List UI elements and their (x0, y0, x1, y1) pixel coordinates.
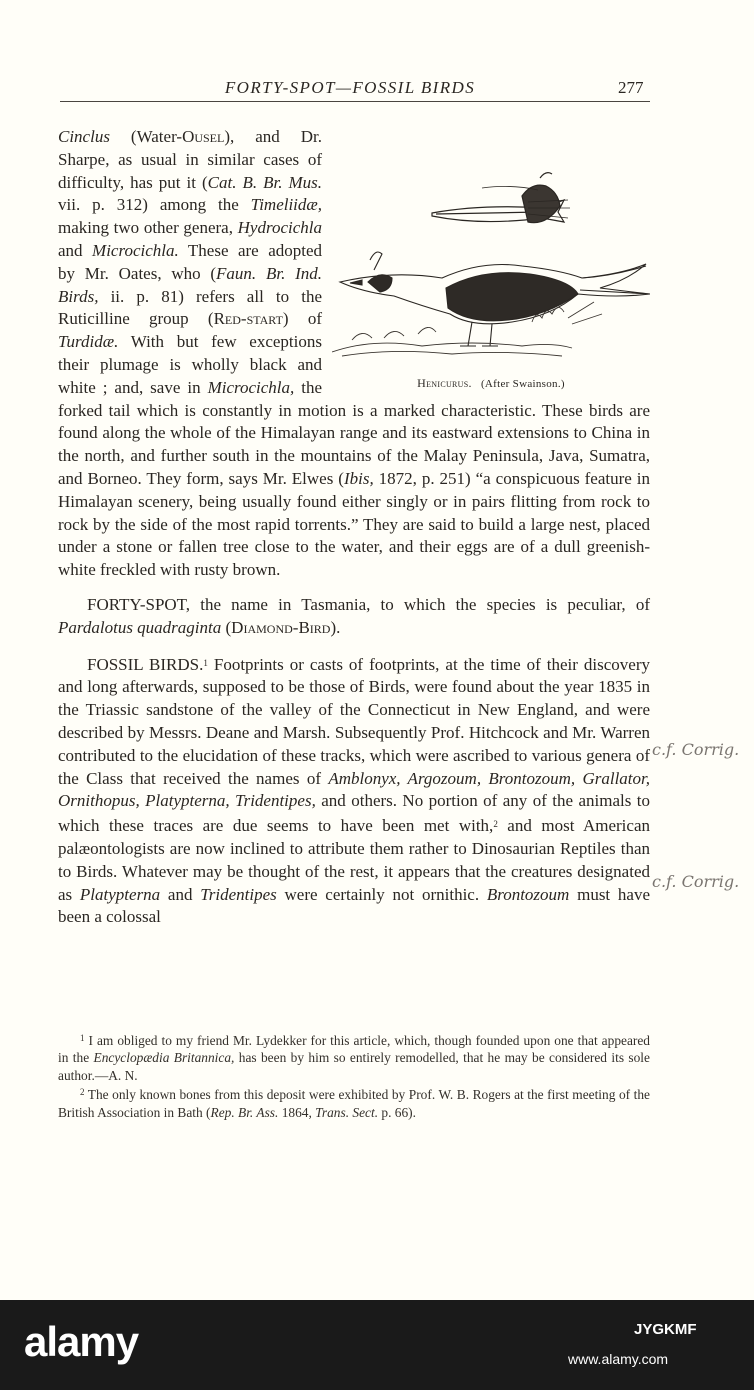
figure-caption (356, 372, 626, 396)
text-span: p. 66). (378, 1104, 416, 1120)
text-span: and (58, 240, 93, 260)
text-span: Pardalotus quadraginta (58, 617, 222, 637)
text-span: Faun. Br. Ind. Birds, (58, 263, 322, 306)
text-span: With but few exceptions their plumage is wholly black and white ; and, save in (58, 332, 322, 397)
text-span: Rep. Br. Ass. (210, 1104, 279, 1120)
text-span: Microcichla. (92, 240, 179, 260)
text-span: must have been a colossal (58, 884, 650, 927)
text-span: Tridentipes (200, 884, 277, 904)
text-span: ). (330, 617, 341, 637)
page-number: 277 (618, 78, 644, 97)
footnotes (58, 1030, 650, 1121)
text-span: FOSSIL BIRDS. (87, 654, 204, 674)
text-span: making two other genera, (58, 218, 238, 238)
text-span: ), and Dr. Sharpe, as usual in similar cases of difficulty, has put it ( (58, 127, 322, 192)
footnote-mark: 1 (80, 1033, 85, 1043)
text-span: Amblonyx, Argozoum, Brontozoum, Grallator, Ornithopus, Platypterna, Tridentipes, (58, 768, 650, 811)
text-span: Hydrocichla (237, 218, 322, 238)
text-span: Encyclopædia Britannica, (93, 1050, 235, 1066)
footnote-ref: 1 (203, 657, 208, 668)
text-span: Cat. B. Br. Mus. (207, 172, 323, 192)
footnote-mark: 2 (80, 1087, 85, 1098)
text-span: were certainly not ornithic. (276, 884, 487, 904)
main-text (58, 126, 650, 929)
text-span: Diamond-Bird (231, 617, 331, 637)
running-head: FORTY-SPOT—FOSSIL BIRDS (224, 78, 476, 97)
text-span: and (160, 884, 201, 904)
text-span: Turdidæ. (58, 332, 119, 352)
footnote-2 (58, 1084, 650, 1121)
text-span: Microcichla, (207, 377, 295, 397)
text-span: Trans. Sect. (315, 1104, 379, 1120)
site-url: www.alamy.com (568, 1351, 669, 1367)
text-span: Brontozoum (486, 884, 570, 904)
margin-note-1: c.f. Corrig. (652, 740, 740, 759)
text-span: Ousel (182, 127, 225, 146)
text-span: and others. No portion of any of the animals to which these traces are due seems to have been met with, (58, 791, 650, 836)
footnote-1 (58, 1030, 650, 1084)
bird-figure (332, 142, 650, 392)
text-span: ( (221, 617, 232, 637)
paragraph-fossil-birds (58, 652, 650, 930)
header-rule (60, 101, 650, 102)
text-span: I am obliged to my friend Mr. Lydekker for this article, which, though founded upon one that appeared in the (58, 1033, 650, 1066)
text-span: Red-start (213, 309, 283, 329)
text-span: The only known bones from this deposit were exhibited by Prof. W. B. Rogers at the first meeting of the British Association in Bath ( (58, 1087, 650, 1120)
text-span: Footprints or casts of footprints, at the time of their discovery and long afterwards, supposed to be those of Birds, were found about the year 1835 in the Triassic sandstone of the valley of the Connecticut in New England, and were described by Messrs. Deane and Marsh. Subsequently Prof. Hitchcock and Mr. Warren contributed to the elucidation of these tracks, which were ascribed to various genera of the Class that received the names of (58, 654, 650, 788)
text-span: ii. p. 81) refers all to the Ruticilline group ( (58, 286, 322, 329)
text-span: 1872, p. 251) “a conspicuous feature in Himalayan scenery, being usually found either singly or in pairs flitting from rock to rock by the side of the most rapid torrents.” They are said to build a large nest, placed under a stone or fallen tree close to the water, and their eggs are of a dull greenish-white freckled with rusty brown. (58, 468, 650, 580)
text-span: ) of (282, 309, 322, 329)
margin-note-2: c.f. Corrig. (652, 872, 740, 891)
forktail-illustration (332, 142, 650, 370)
image-id: JYGKMF (634, 1321, 697, 1338)
paragraph-forty-spot (58, 594, 650, 640)
text-span: has been by him so entirely remodelled, that he may be considered its sole author.—A. N. (58, 1050, 650, 1083)
watermark-logo: alamy (24, 1318, 139, 1365)
text-span: and most American palæontologists are now inclined to attribute them rather to Dinosaurian Reptiles than to Birds. Whatever may be thought of the rest, it appears that the creatures designated as (58, 816, 650, 904)
text-span: Cinclus (58, 127, 110, 146)
text-span: 1864, (278, 1104, 316, 1120)
text-span: These are adopted by Mr. Oates, who ( (58, 240, 323, 283)
text-span: vii. p. 312) among the (58, 195, 251, 215)
caption-genus: Henicurus. (417, 376, 472, 390)
text-span: Timeliidæ, (250, 195, 322, 215)
text-span: Ibis, (343, 468, 374, 488)
text-span: Platypterna (79, 884, 161, 904)
caption-credit: (After Swainson.) (480, 378, 565, 390)
text-span: (Water- (109, 127, 183, 146)
text-span: FORTY-SPOT, the name in Tasmania, to which the species is peculiar, of (87, 594, 650, 614)
text-span: the forked tail which is constantly in motion is a marked characteristic. These birds are found along the whole of the Himalayan range and its eastward extensions to China in the north, and further south in the mountains of the Malay Peninsula, Java, Sumatra, and Borneo. They form, says Mr. Elwes ( (58, 377, 650, 488)
footnote-ref: 2 (493, 819, 498, 830)
page-header (0, 78, 754, 102)
